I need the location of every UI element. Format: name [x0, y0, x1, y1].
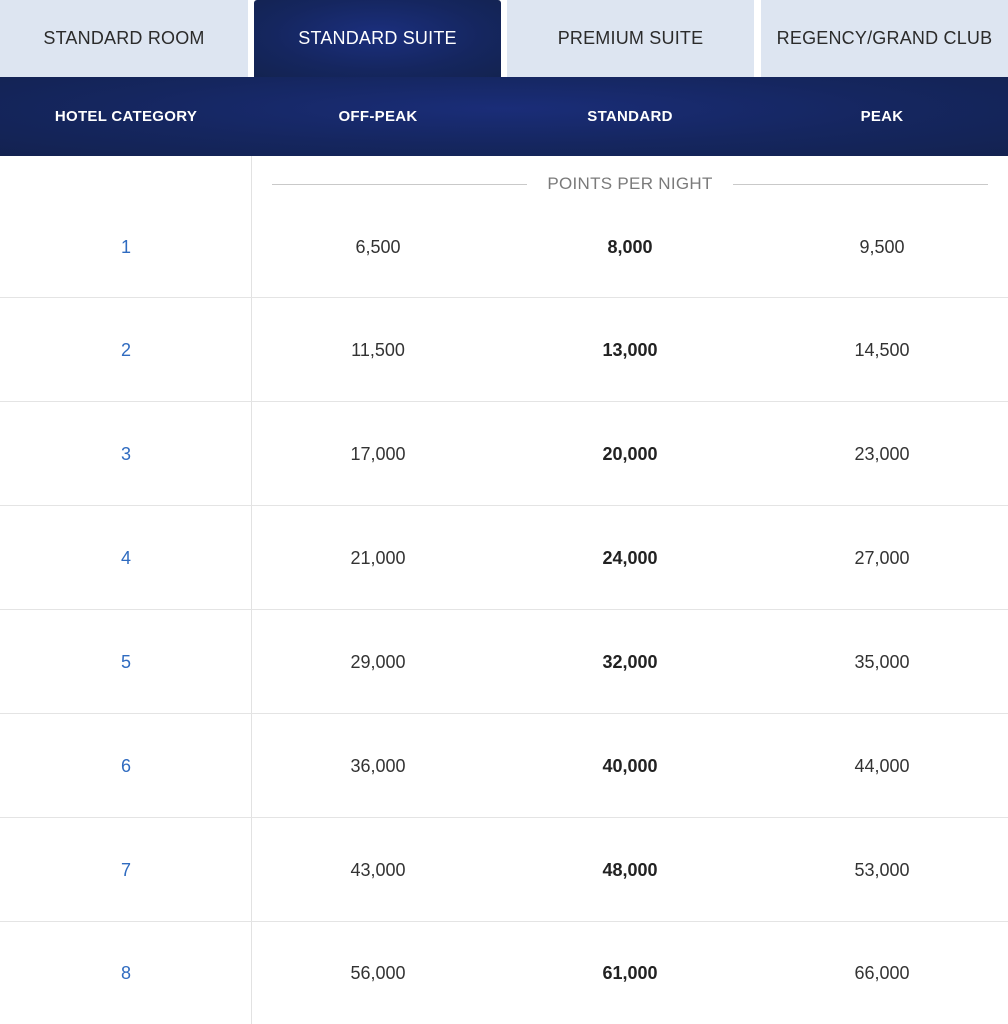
peak-cell: 66,000	[854, 962, 910, 983]
category-cell[interactable]: 6	[120, 755, 131, 776]
standard-cell: 48,000	[602, 859, 658, 880]
table-row	[0, 506, 1008, 610]
off-peak-cell: 17,000	[350, 443, 406, 464]
table-header	[0, 77, 1008, 156]
table-row	[0, 922, 1008, 1024]
peak-cell: 44,000	[854, 755, 910, 776]
tab-premium-suite[interactable]: PREMIUM SUITE	[507, 0, 754, 77]
table-body	[0, 156, 1008, 1024]
table-row	[0, 298, 1008, 402]
table-row	[0, 714, 1008, 818]
standard-cell: 32,000	[602, 651, 658, 672]
peak-cell: 35,000	[854, 651, 910, 672]
category-cell[interactable]: 8	[120, 962, 131, 983]
category-cell[interactable]: 4	[120, 547, 131, 568]
category-cell[interactable]: 5	[120, 651, 131, 672]
off-peak-cell: 56,000	[350, 962, 406, 983]
standard-cell: 20,000	[602, 443, 658, 464]
standard-cell: 24,000	[602, 547, 658, 568]
off-peak-cell: 43,000	[350, 859, 406, 880]
header-peak: PEAK	[860, 108, 904, 125]
category-cell[interactable]: 2	[120, 339, 131, 360]
peak-cell: 53,000	[854, 859, 910, 880]
tab-standard-room[interactable]: STANDARD ROOM	[0, 0, 248, 77]
table-row	[0, 818, 1008, 922]
off-peak-cell: 11,500	[351, 339, 405, 360]
tab-standard-suite[interactable]: STANDARD SUITE	[254, 0, 501, 77]
standard-cell: 13,000	[602, 339, 658, 360]
off-peak-cell: 36,000	[350, 755, 406, 776]
peak-cell: 9,500	[859, 236, 905, 257]
category-cell[interactable]: 1	[120, 236, 131, 257]
standard-cell: 8,000	[607, 236, 653, 257]
standard-cell: 40,000	[602, 755, 658, 776]
header-hotel-category: HOTEL CATEGORY	[54, 108, 198, 125]
room-type-tabs	[0, 0, 1008, 77]
off-peak-cell: 21,000	[350, 547, 406, 568]
peak-cell: 27,000	[854, 547, 910, 568]
off-peak-cell: 6,500	[355, 236, 401, 257]
standard-cell: 61,000	[602, 962, 658, 983]
table-row	[0, 402, 1008, 506]
points-per-night-label: POINTS PER NIGHT	[547, 174, 713, 193]
tab-regency-grand-club[interactable]: REGENCY/GRAND CLUB	[761, 0, 1008, 77]
header-standard: STANDARD	[587, 108, 673, 125]
off-peak-cell: 29,000	[350, 651, 406, 672]
peak-cell: 23,000	[854, 443, 910, 464]
header-off-peak: OFF-PEAK	[338, 108, 418, 125]
category-cell[interactable]: 3	[120, 443, 131, 464]
table-row	[0, 610, 1008, 714]
table-row	[0, 156, 1008, 298]
category-cell[interactable]: 7	[120, 859, 131, 880]
peak-cell: 14,500	[854, 339, 910, 360]
